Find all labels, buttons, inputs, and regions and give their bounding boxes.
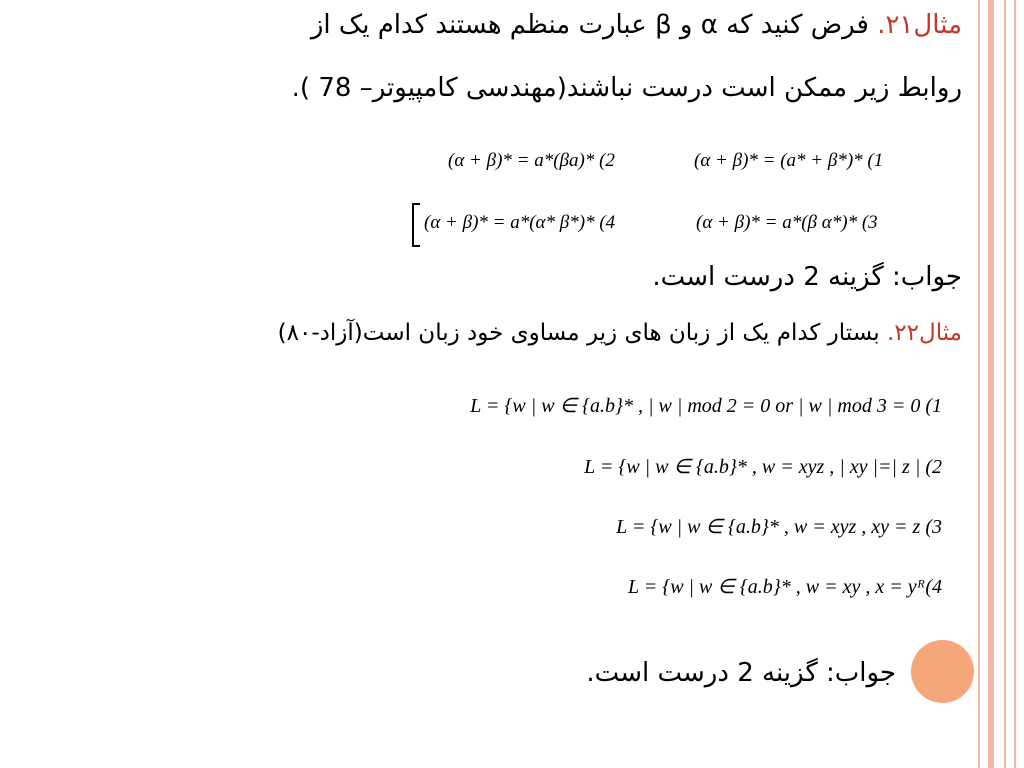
bracket-mark xyxy=(412,203,420,247)
example21-option-3: (α + β)* = a*(β α*)* (3 xyxy=(696,212,878,233)
example22-question: بستار کدام یک از زبان های زیر مساوی خود زبان است(آزاد-۸۰) xyxy=(277,320,880,346)
decorative-rule-3 xyxy=(1004,0,1006,768)
example21-question-line1: فرض کنید که α و β عبارت منظم هستند کدام یک از xyxy=(310,10,869,40)
example21-option-4: (α + β)* = a*(α* β*)* (4 xyxy=(424,212,616,233)
example22-line1 xyxy=(278,320,962,346)
bullet-circle xyxy=(911,640,974,703)
example21-line1 xyxy=(311,10,962,40)
example22-title: مثال۲۲. xyxy=(886,320,962,346)
example22-option-4: L = {w | w ∈ {a.b}* , w = xy , x = yᴿ(4 xyxy=(627,576,942,598)
decorative-rule-2 xyxy=(988,0,994,768)
example21-title: مثال۲۱. xyxy=(877,10,962,40)
example21-option-1: (α + β)* = (a* + β*)* (1 xyxy=(694,150,884,171)
decorative-rule-4 xyxy=(1014,0,1016,768)
example22-option-2: L = {w | w ∈ {a.b}* , w = xyz , | xy |=| z | (2 xyxy=(584,456,942,478)
example21-line2 xyxy=(292,73,962,103)
example21-answer: جواب: گزینه 2 درست است. xyxy=(652,262,962,292)
example21-option-2: (α + β)* = a*(βa)* (2 xyxy=(448,150,615,171)
decorative-rule-1 xyxy=(978,0,980,768)
example22-answer: جواب: گزینه 2 درست است. xyxy=(586,658,896,688)
example22-option-3: L = {w | w ∈ {a.b}* , w = xyz , xy = z (3 xyxy=(616,516,942,538)
example22-option-1: L = {w | w ∈ {a.b}* , | w | mod 2 = 0 or | w | mod 3 = 0 (1 xyxy=(470,395,942,417)
example21-question-line2: روابط زیر ممکن است درست نباشند(مهندسی کامپیوتر– 78 ). xyxy=(291,73,962,103)
